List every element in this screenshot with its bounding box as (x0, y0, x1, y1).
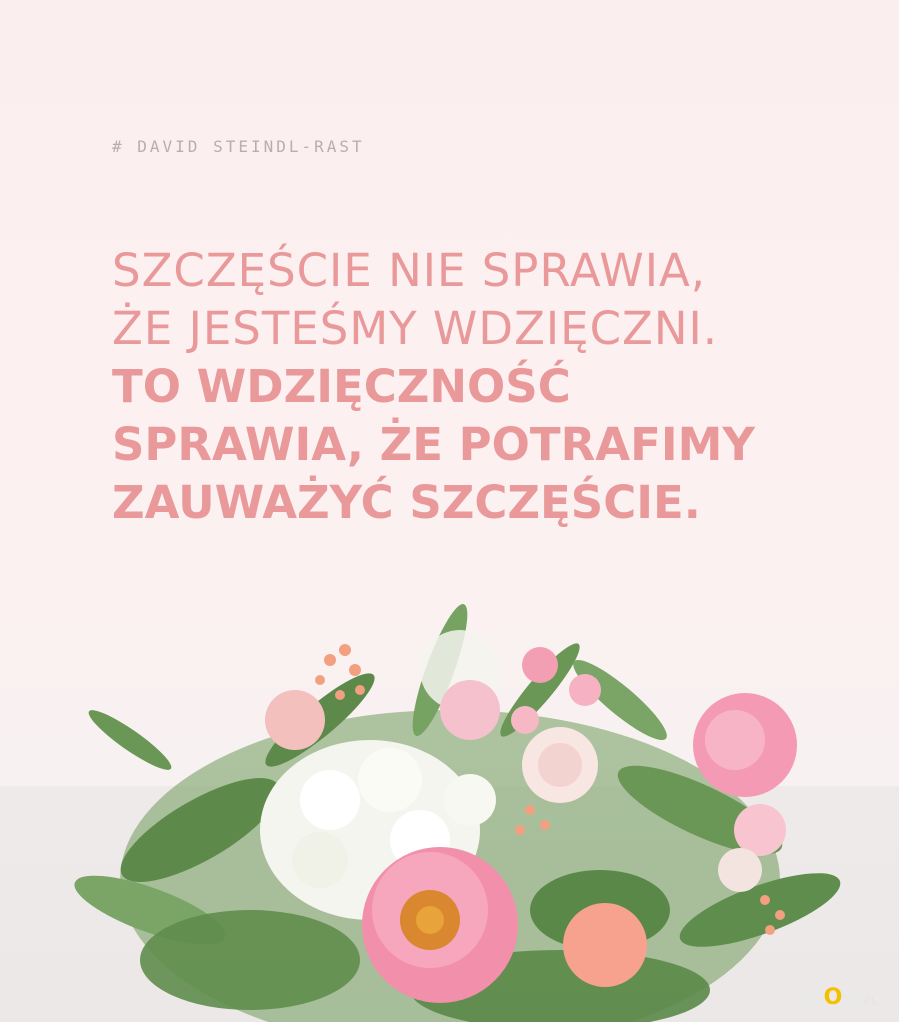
quote-line-4: SPRAWIA, ŻE POTRAFIMY (112, 418, 755, 471)
deon-logo (790, 985, 877, 1010)
logo-part-3: N (842, 985, 861, 1010)
flower-bouquet (0, 580, 899, 1022)
logo-o: O (823, 985, 843, 1010)
quote-author: # DAVID STEINDL-RAST (112, 137, 365, 156)
quote-text (112, 242, 872, 532)
quote-line-1: SZCZĘŚCIE NIE SPRAWIA, (112, 244, 707, 297)
logo-part-1: DE (790, 985, 824, 1010)
logo-suffix: .PL (860, 994, 877, 1007)
quote-line-5: ZAUWAŻYĆ SZCZĘŚCIE. (112, 476, 701, 529)
quote-line-3: TO WDZIĘCZNOŚĆ (112, 360, 571, 413)
quote-line-2: ŻE JESTEŚMY WDZIĘCZNI. (112, 302, 719, 355)
